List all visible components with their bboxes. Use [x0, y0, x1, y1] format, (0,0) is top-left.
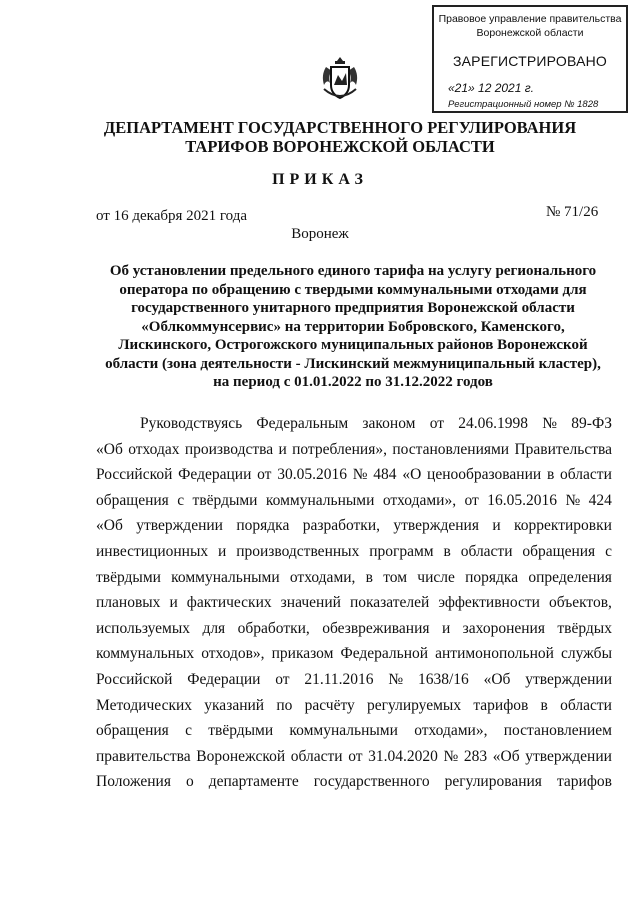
body-line: инвестиционных и производственных программ в области обращения с	[96, 542, 612, 560]
body-line: Российской Федерации от 21.11.2016 № 1638/16 «Об утверждении	[96, 670, 612, 688]
subject-line: области (зона деятельности - Лискинский межмуниципальный кластер),	[105, 355, 601, 372]
subject-line: оператора по обращению с твердыми коммунальными отходами для	[119, 281, 587, 298]
body-line: Методических указаний по расчёту регулируемых тарифов в области	[96, 696, 612, 714]
stamp-date: «21» 12 2021 г.	[448, 81, 534, 95]
body-line: обращения с твёрдыми коммунальными отходами», постановлением	[96, 722, 612, 740]
subject-line: государственного унитарного предприятия Воронежской области	[131, 300, 575, 316]
department-name-line1: ДЕПАРТАМЕНТ ГОСУДАРСТВЕННОГО РЕГУЛИРОВАНИЯ	[103, 118, 577, 137]
body-line: коммунальных отходов», приказом Федеральной антимонопольной службы	[96, 645, 612, 663]
stamp-reg-number: Регистрационный номер № 1828	[448, 99, 599, 110]
body-line: правительства Воронежской области от 31.04.2020 № 283 «Об утверждении	[96, 747, 612, 765]
subject-line: «Облкоммунсервис» на территории Бобровского, Каменского,	[141, 318, 565, 335]
subject-line: на период с 01.01.2022 по 31.12.2022 годов	[213, 374, 493, 390]
department-name-line2: ТАРИФОВ ВОРОНЕЖСКОЙ ОБЛАСТИ	[185, 137, 495, 156]
body-line: обращения с твёрдыми коммунальными отходами», от 16.05.2016 № 424	[96, 491, 612, 509]
order-body	[96, 411, 612, 795]
registration-stamp	[432, 5, 628, 113]
order-title: ПРИКАЗ	[272, 171, 368, 188]
coat-of-arms-icon	[318, 55, 362, 105]
order-subject	[100, 262, 606, 392]
order-city: Воронеж	[291, 226, 349, 242]
stamp-registered-label: ЗАРЕГИСТРИРОВАНО	[452, 53, 608, 69]
order-number: № 71/26	[546, 204, 599, 220]
subject-line: Об установлении предельного единого тарифа на услугу регионального	[109, 263, 597, 279]
subject-line: Лискинского, Острогожского муниципальных районов Воронежской	[118, 337, 588, 353]
body-line: Положения о департаменте государственного регулирования тарифов	[96, 773, 612, 791]
body-line: плановых и фактических значений показателей эффективности объектов,	[96, 594, 612, 612]
body-line: Руководствуясь Федеральным законом от 24.06.1998 № 89-ФЗ	[140, 415, 612, 432]
body-line: «Об отходах производства и потребления», постановлениями Правительства	[96, 440, 612, 458]
body-line: твёрдыми коммунальными отходами, в том числе порядка определения	[96, 568, 612, 586]
body-line: Российской Федерации от 30.05.2016 № 484 «О ценообразовании в области	[96, 466, 612, 484]
body-line: используемых для обработки, обезвреживания и захоронения твёрдых	[96, 619, 612, 637]
body-line: «Об утверждении порядка разработки, утверждения и корректировки	[96, 517, 612, 535]
order-date: от 16 декабря 2021 года	[96, 208, 248, 224]
stamp-organization: Правовое управление правительства Воронежской области	[438, 13, 622, 39]
